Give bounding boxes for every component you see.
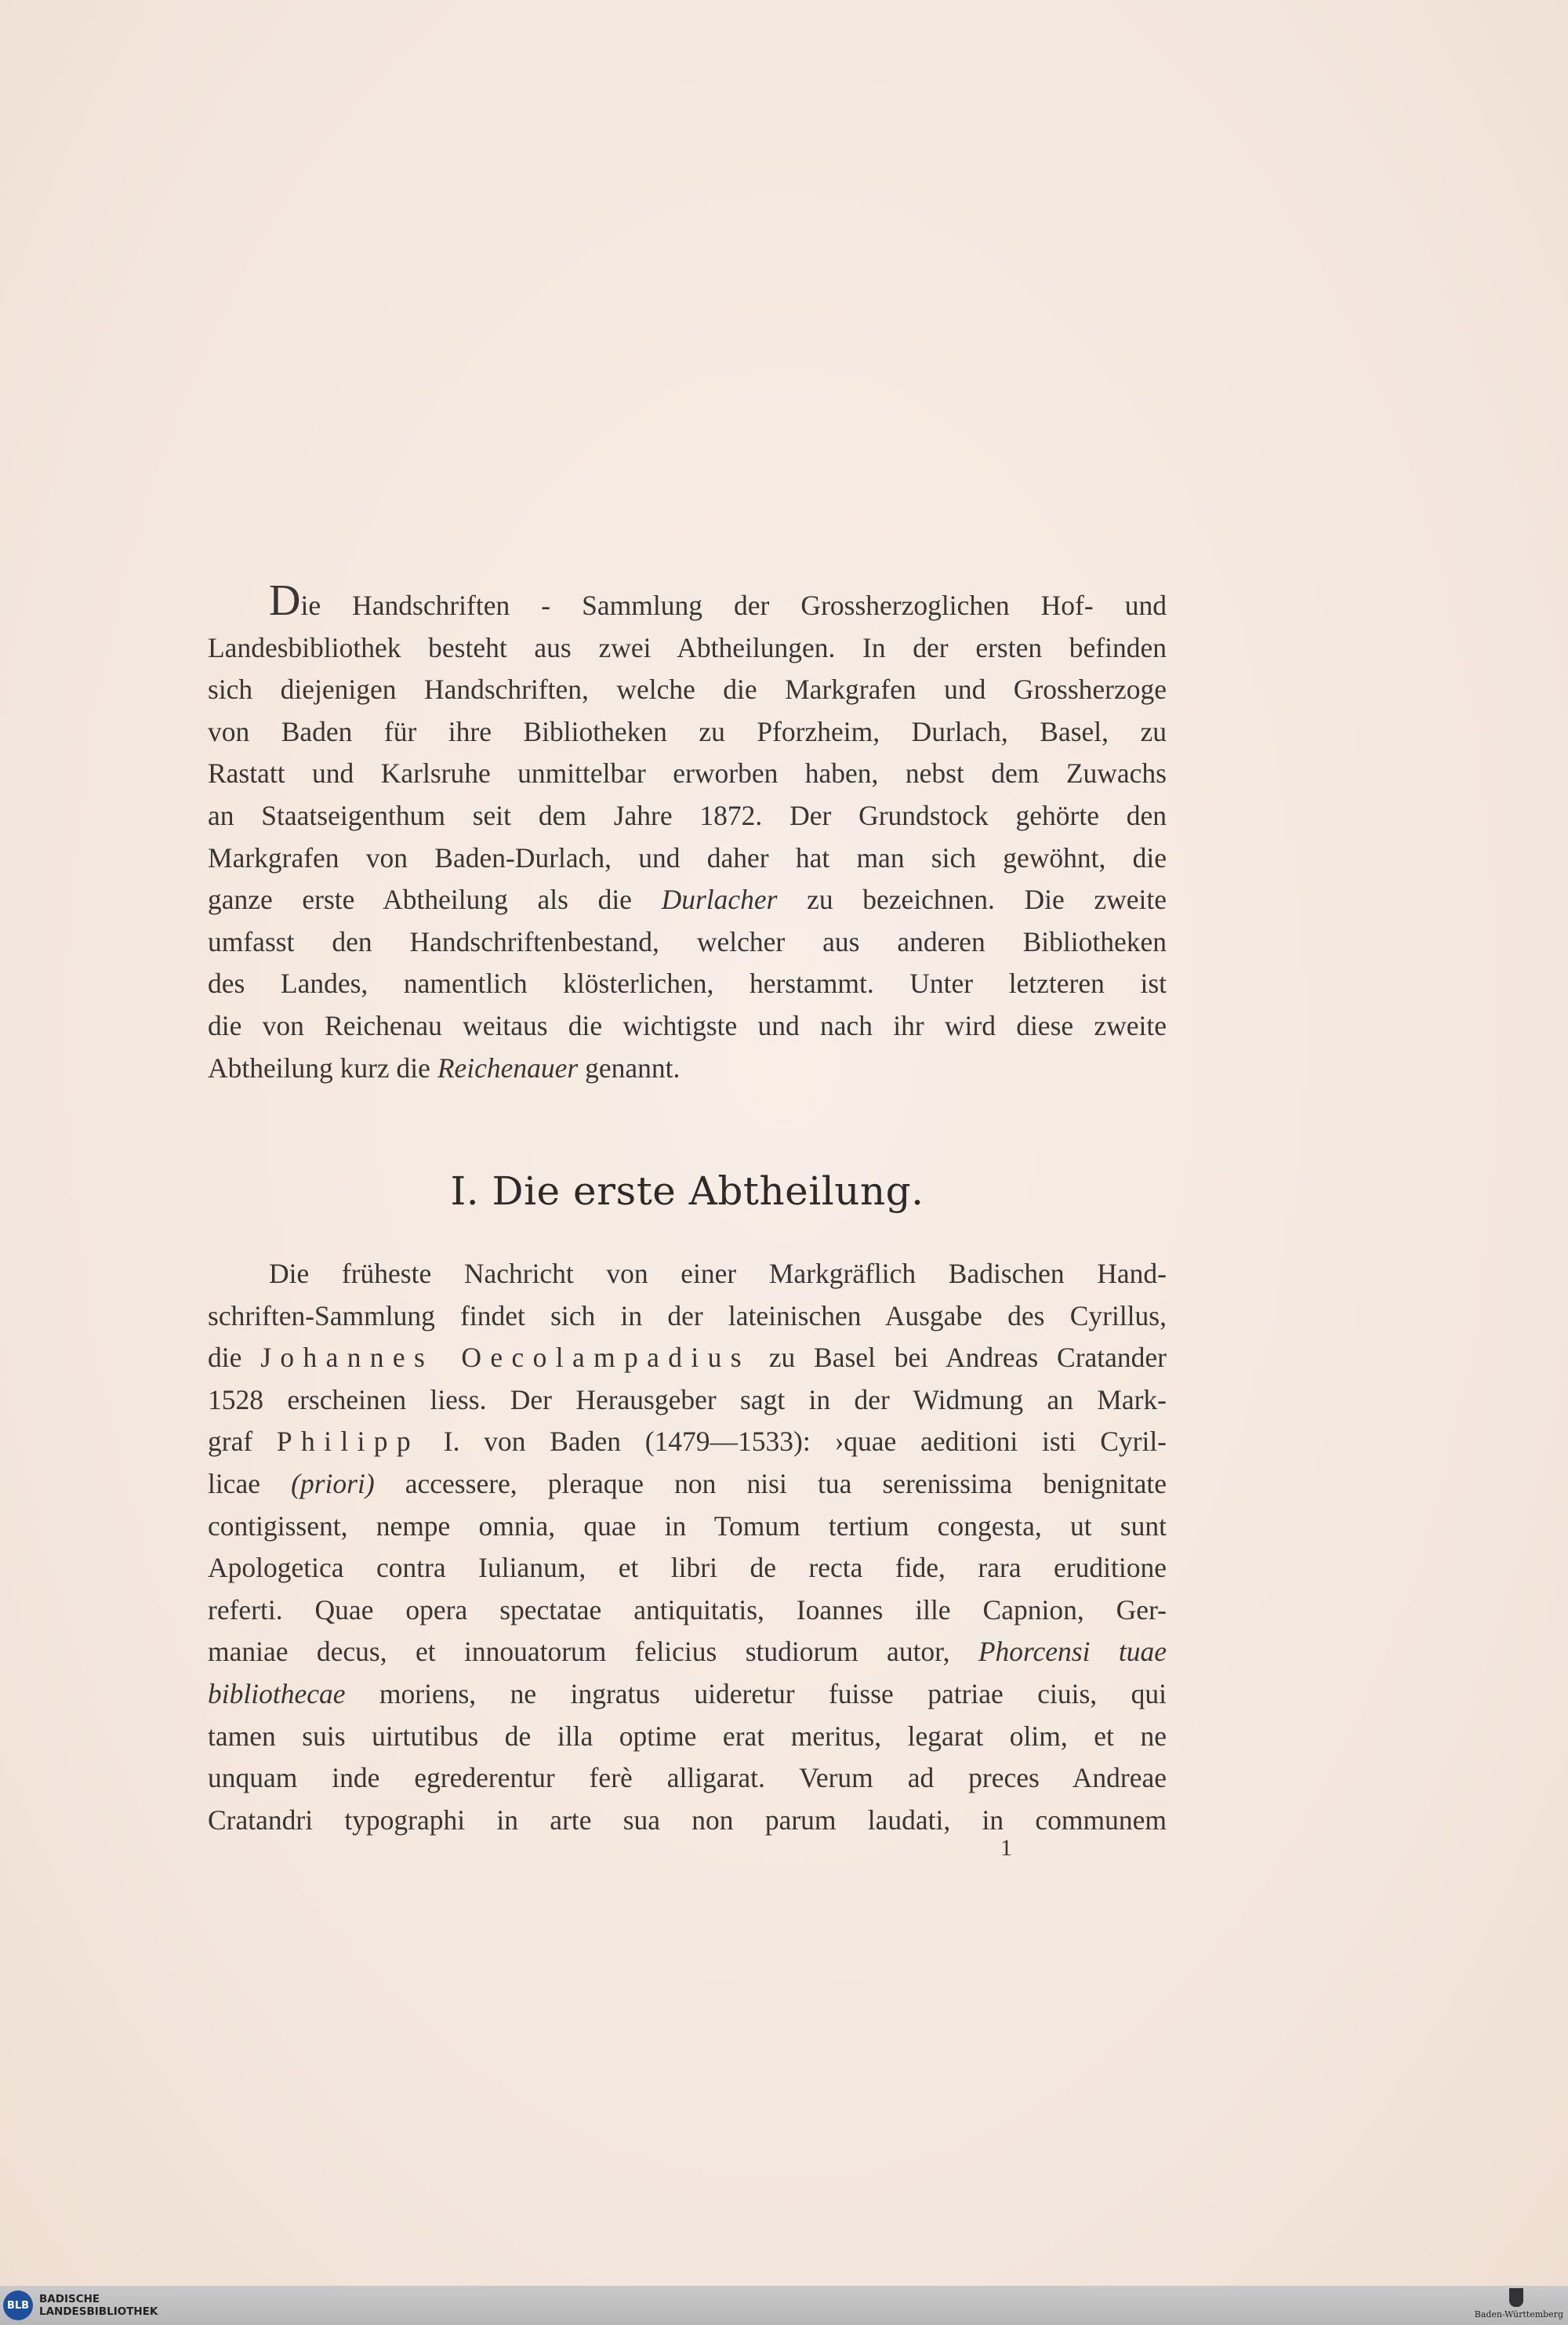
library-name [39, 2293, 158, 2318]
text-segment: I. von Baden (1479—1533): ›quae aeditioni isti Cyril- [419, 1426, 1167, 1458]
text-segment: ie Handschriften - Sammlung der Grossherzoglichen Hof- und [300, 590, 1167, 621]
text-segment: Rastatt und Karlsruhe unmittelbar erworben haben, nebst dem Zuwachs [208, 757, 1167, 790]
text-segment: die [208, 1342, 261, 1374]
text-line [208, 837, 1167, 880]
text-line [208, 921, 1167, 964]
library-name-line1: BADISCHE [39, 2293, 100, 2305]
text-segment: zu bezeichnen. Die zweite [777, 884, 1167, 916]
text-segment: Cratandri typographi in arte sua non parum laudati, in communem [208, 1804, 1167, 1836]
text-segment: Die früheste Nachricht von einer Markgräflich Badischen Hand- [269, 1258, 1167, 1289]
page-number: 1 [1000, 1835, 1012, 1861]
text-segment: an Staatseigenthum seit dem Jahre 1872. Der Grundstock gehörte den [208, 799, 1167, 831]
text-line [208, 1716, 1167, 1758]
text-segment: referti. Quae opera spectatae antiquitatis, Ioannes ille Capnion, Ger- [208, 1593, 1167, 1626]
text-line [208, 711, 1167, 754]
text-line [208, 1337, 1167, 1379]
text-segment: moriens, ne ingratus uideretur fuisse patriae ciuis, qui [345, 1677, 1167, 1709]
text-line [208, 1589, 1167, 1632]
text-line [208, 879, 1167, 921]
text-line [208, 795, 1167, 837]
text-line [208, 1253, 1167, 1295]
text-line [208, 1547, 1167, 1589]
text-line [208, 1800, 1167, 1842]
text-line [208, 1005, 1167, 1048]
text-segment: Philipp [276, 1426, 420, 1458]
text-line [208, 963, 1167, 1005]
text-line [208, 753, 1167, 795]
text-segment: graf [208, 1426, 277, 1458]
text-segment: Johannes Oecolampadius [260, 1342, 750, 1374]
text-segment: Durlacher [661, 884, 778, 916]
text-line [208, 1506, 1167, 1548]
footer-bar [0, 2286, 1568, 2325]
text-segment: maniae decus, et innouatorum felicius studiorum autor, [208, 1636, 978, 1668]
text-segment: sich diejenigen Handschriften, welche die Markgrafen und Grossherzoge [208, 674, 1167, 706]
text-segment: schriften-Sammlung findet sich in der lateinischen Ausgabe des Cyrillus, [208, 1299, 1167, 1331]
text-segment: bibliothecae [208, 1677, 346, 1709]
text-segment: Reichenauer [437, 1052, 579, 1084]
text-segment: von Baden für ihre Bibliotheken zu Pforzheim, Durlach, Basel, zu [208, 715, 1167, 747]
text-line [208, 1463, 1167, 1506]
text-segment: Phorcensi tuae [978, 1636, 1167, 1668]
text-line [208, 1631, 1167, 1673]
section-heading: I. Die erste Abtheilung. [450, 1168, 924, 1214]
blb-logo-icon: BLB [3, 2290, 33, 2320]
text-line [208, 576, 1167, 627]
text-segment: Landesbibliothek besteht aus zwei Abtheilungen. In der ersten befinden [208, 631, 1167, 663]
text-line [208, 1673, 1167, 1716]
text-line [208, 669, 1167, 711]
body-paragraph [208, 1253, 1167, 1841]
text-segment: genannt. [578, 1052, 681, 1084]
text-segment: unquam inde egrederentur ferè alligarat. Verum ad preces Andreae [208, 1762, 1167, 1794]
text-line [208, 1757, 1167, 1800]
text-segment: accessere, pleraque non nisi tua serenissima benignitate [374, 1467, 1167, 1499]
text-line [208, 1379, 1167, 1422]
text-segment: Apologetica contra Iulianum, et libri de recta fide, rara eruditione [208, 1552, 1167, 1584]
text-line [208, 1048, 1167, 1090]
text-segment: D [269, 576, 301, 625]
text-segment: die von Reichenau weitaus die wichtigste und nach ihr wird diese zweite [208, 1009, 1167, 1041]
text-segment: licae [208, 1467, 292, 1499]
crest-icon [1509, 2288, 1523, 2307]
text-segment: contigissent, nempe omnia, quae in Tomum tertium congesta, ut sunt [208, 1509, 1167, 1542]
text-segment: tamen suis uirtutibus de illa optime erat meritus, legarat olim, et ne [208, 1720, 1167, 1752]
text-segment: des Landes, namentlich klösterlichen, herstammt. Unter letzteren ist [208, 968, 1167, 1000]
text-segment: (priori) [291, 1467, 375, 1499]
text-segment: Markgrafen von Baden-Durlach, und daher hat man sich gewöhnt, die [208, 841, 1167, 874]
text-segment: zu Basel bei Andreas Cratander [750, 1342, 1167, 1374]
text-line [208, 627, 1167, 670]
text-segment: ganze erste Abtheilung als die [208, 884, 662, 916]
text-line [208, 1295, 1167, 1338]
region-name: Baden-Württemberg [1474, 2309, 1563, 2320]
intro-paragraph [208, 576, 1167, 1089]
text-segment: umfasst den Handschriftenbestand, welcher aus anderen Bibliotheken [208, 925, 1167, 957]
text-segment: Abtheilung kurz die [208, 1052, 437, 1084]
text-line [208, 1421, 1167, 1463]
library-name-line2: LANDESBIBLIOTHEK [39, 2305, 158, 2318]
text-segment: 1528 erscheinen liess. Der Herausgeber sagt in der Widmung an Mark- [208, 1383, 1167, 1415]
